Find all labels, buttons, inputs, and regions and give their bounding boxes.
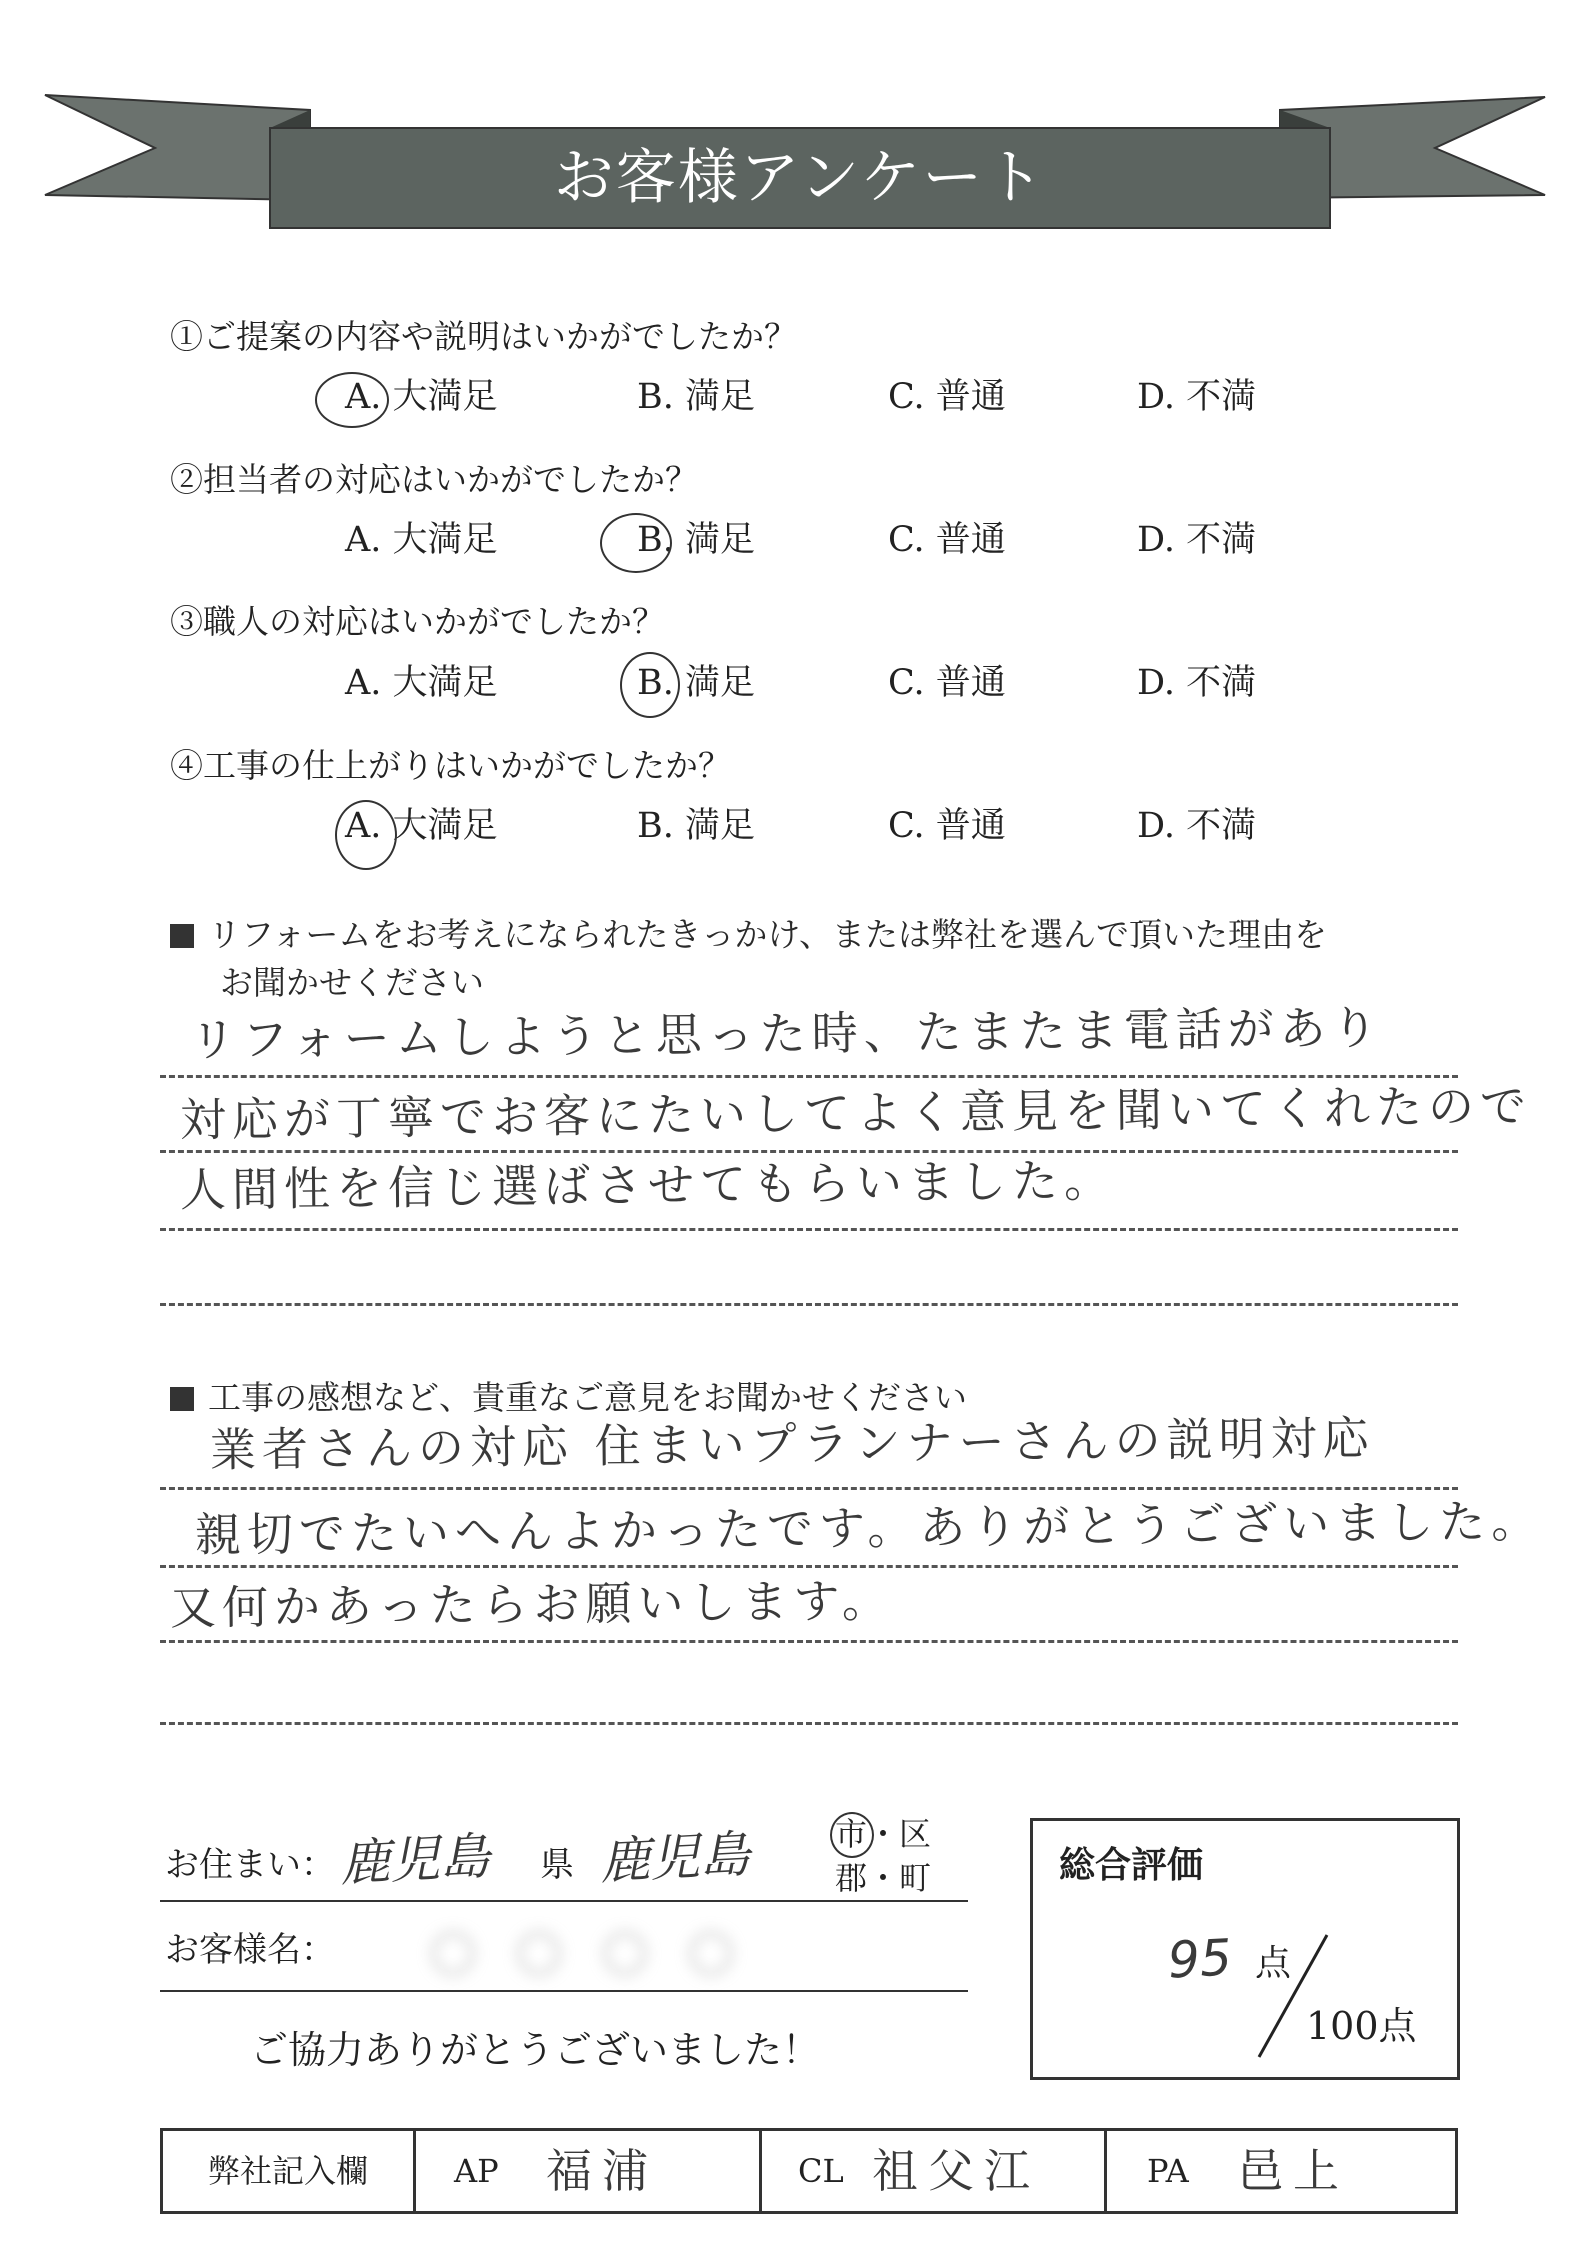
score-unit: 点 (1255, 1943, 1292, 1984)
q2-option-c[interactable]: C. 普通 (888, 520, 1006, 560)
office-pa-value: 邑上 (1237, 2144, 1349, 2198)
address-unit-bottom: 郡・町 (835, 1859, 932, 1897)
q4-option-d[interactable]: D. 不満 (1137, 806, 1257, 846)
customer-underline (160, 1990, 968, 1992)
overall-score-box (1030, 1818, 1460, 2080)
score-max: 100点 (1306, 2004, 1417, 2048)
q4-option-a[interactable]: A. 大満足 (345, 806, 498, 846)
office-pa-label: PA (1147, 2152, 1189, 2190)
section2-answer-line1: 業者さんの対応 住まいプランナーさんの説明対応 (209, 1410, 1375, 1477)
office-ap-label: AP (454, 2152, 499, 2190)
office-cl-value: 祖父江 (872, 2144, 1040, 2198)
q1-option-d[interactable]: D. 不満 (1137, 377, 1257, 417)
q4-option-b[interactable]: B. 満足 (637, 806, 755, 846)
office-cl-label: CL (798, 2152, 844, 2190)
section1-answer-line3: 人間性を信じ選ばさせてもらいました。 (179, 1153, 1117, 1217)
office-ap-value: 福浦 (546, 2144, 658, 2198)
answer-rule (160, 1228, 1458, 1231)
section1-answer-line1: リフォームしようと思った時、たまたま電話があり (189, 1000, 1384, 1067)
score-label: 総合評価 (1059, 1845, 1204, 1886)
score-value: 95 (1166, 1928, 1234, 1990)
section1-heading (170, 912, 1327, 958)
answer-rule (160, 1487, 1458, 1490)
address-city: 鹿児島 (598, 1825, 752, 1891)
q4-option-c[interactable]: C. 普通 (888, 806, 1006, 846)
q3-option-c[interactable]: C. 普通 (888, 663, 1006, 703)
square-bullet-icon (170, 924, 194, 948)
section1-heading-line2: お聞かせください (220, 963, 484, 1002)
section2-heading-text: 工事の感想など、貴重なご意見をお聞かせください (208, 1378, 967, 1417)
office-ap-cell (416, 2131, 762, 2211)
address-underline (160, 1900, 968, 1902)
answer-rule (160, 1303, 1458, 1306)
customer-name-redacted: 〇〇〇〇 (430, 1928, 774, 1982)
office-label: 弊社記入欄 (207, 2152, 368, 2190)
q1-option-b[interactable]: B. 満足 (637, 377, 755, 417)
office-label-cell (163, 2131, 416, 2211)
q3-option-d[interactable]: D. 不満 (1137, 663, 1257, 703)
office-use-table (160, 2128, 1458, 2214)
answer-rule (160, 1565, 1458, 1568)
office-pa-cell (1107, 2131, 1455, 2211)
q3-option-b[interactable]: B. 満足 (637, 663, 755, 703)
customer-label: お客様名： (165, 1930, 335, 1970)
section2-answer-line3: 又何かあったらお願いします。 (169, 1573, 895, 1635)
q1-option-a[interactable]: A. 大満足 (345, 377, 498, 417)
office-cl-cell (762, 2131, 1107, 2211)
q2-option-b[interactable]: B. 満足 (637, 520, 755, 560)
square-bullet-icon (170, 1387, 194, 1411)
section1-answer-line2: 対応が丁寧でお客にたいしてよく意見を聞いてくれたので (179, 1078, 1533, 1147)
question-2: ②担当者の対応はいかがでしたか？ (170, 460, 698, 499)
q1-option-c[interactable]: C. 普通 (888, 377, 1006, 417)
section1-heading-line1: リフォームをお考えになられたきっかけ、または弊社を選んで頂いた理由を (208, 915, 1328, 954)
address-unit-top: 市・区 (835, 1815, 932, 1853)
question-4: ④工事の仕上がりはいかがでしたか？ (170, 746, 731, 785)
q3-option-a[interactable]: A. 大満足 (345, 663, 498, 703)
address-label: お住まい： (165, 1845, 335, 1885)
q2-option-a[interactable]: A. 大満足 (345, 520, 498, 560)
thanks-message: ご協力ありがとうございました！ (250, 2028, 821, 2072)
address-prefecture: 鹿児島 (338, 1827, 492, 1893)
q2-option-d[interactable]: D. 不満 (1137, 520, 1257, 560)
answer-rule (160, 1722, 1458, 1725)
answer-rule (160, 1640, 1458, 1643)
page-title: お客様アンケート (553, 143, 1047, 213)
answer-rule (160, 1075, 1458, 1078)
section2-answer-line2: 親切でたいへんよかったです。ありがとうございました。 (194, 1493, 1544, 1562)
address-prefecture-suffix: 県 (540, 1845, 574, 1885)
question-1: ①ご提案の内容や説明はいかがでしたか？ (170, 317, 797, 356)
question-3: ③職人の対応はいかがでしたか？ (170, 602, 665, 641)
